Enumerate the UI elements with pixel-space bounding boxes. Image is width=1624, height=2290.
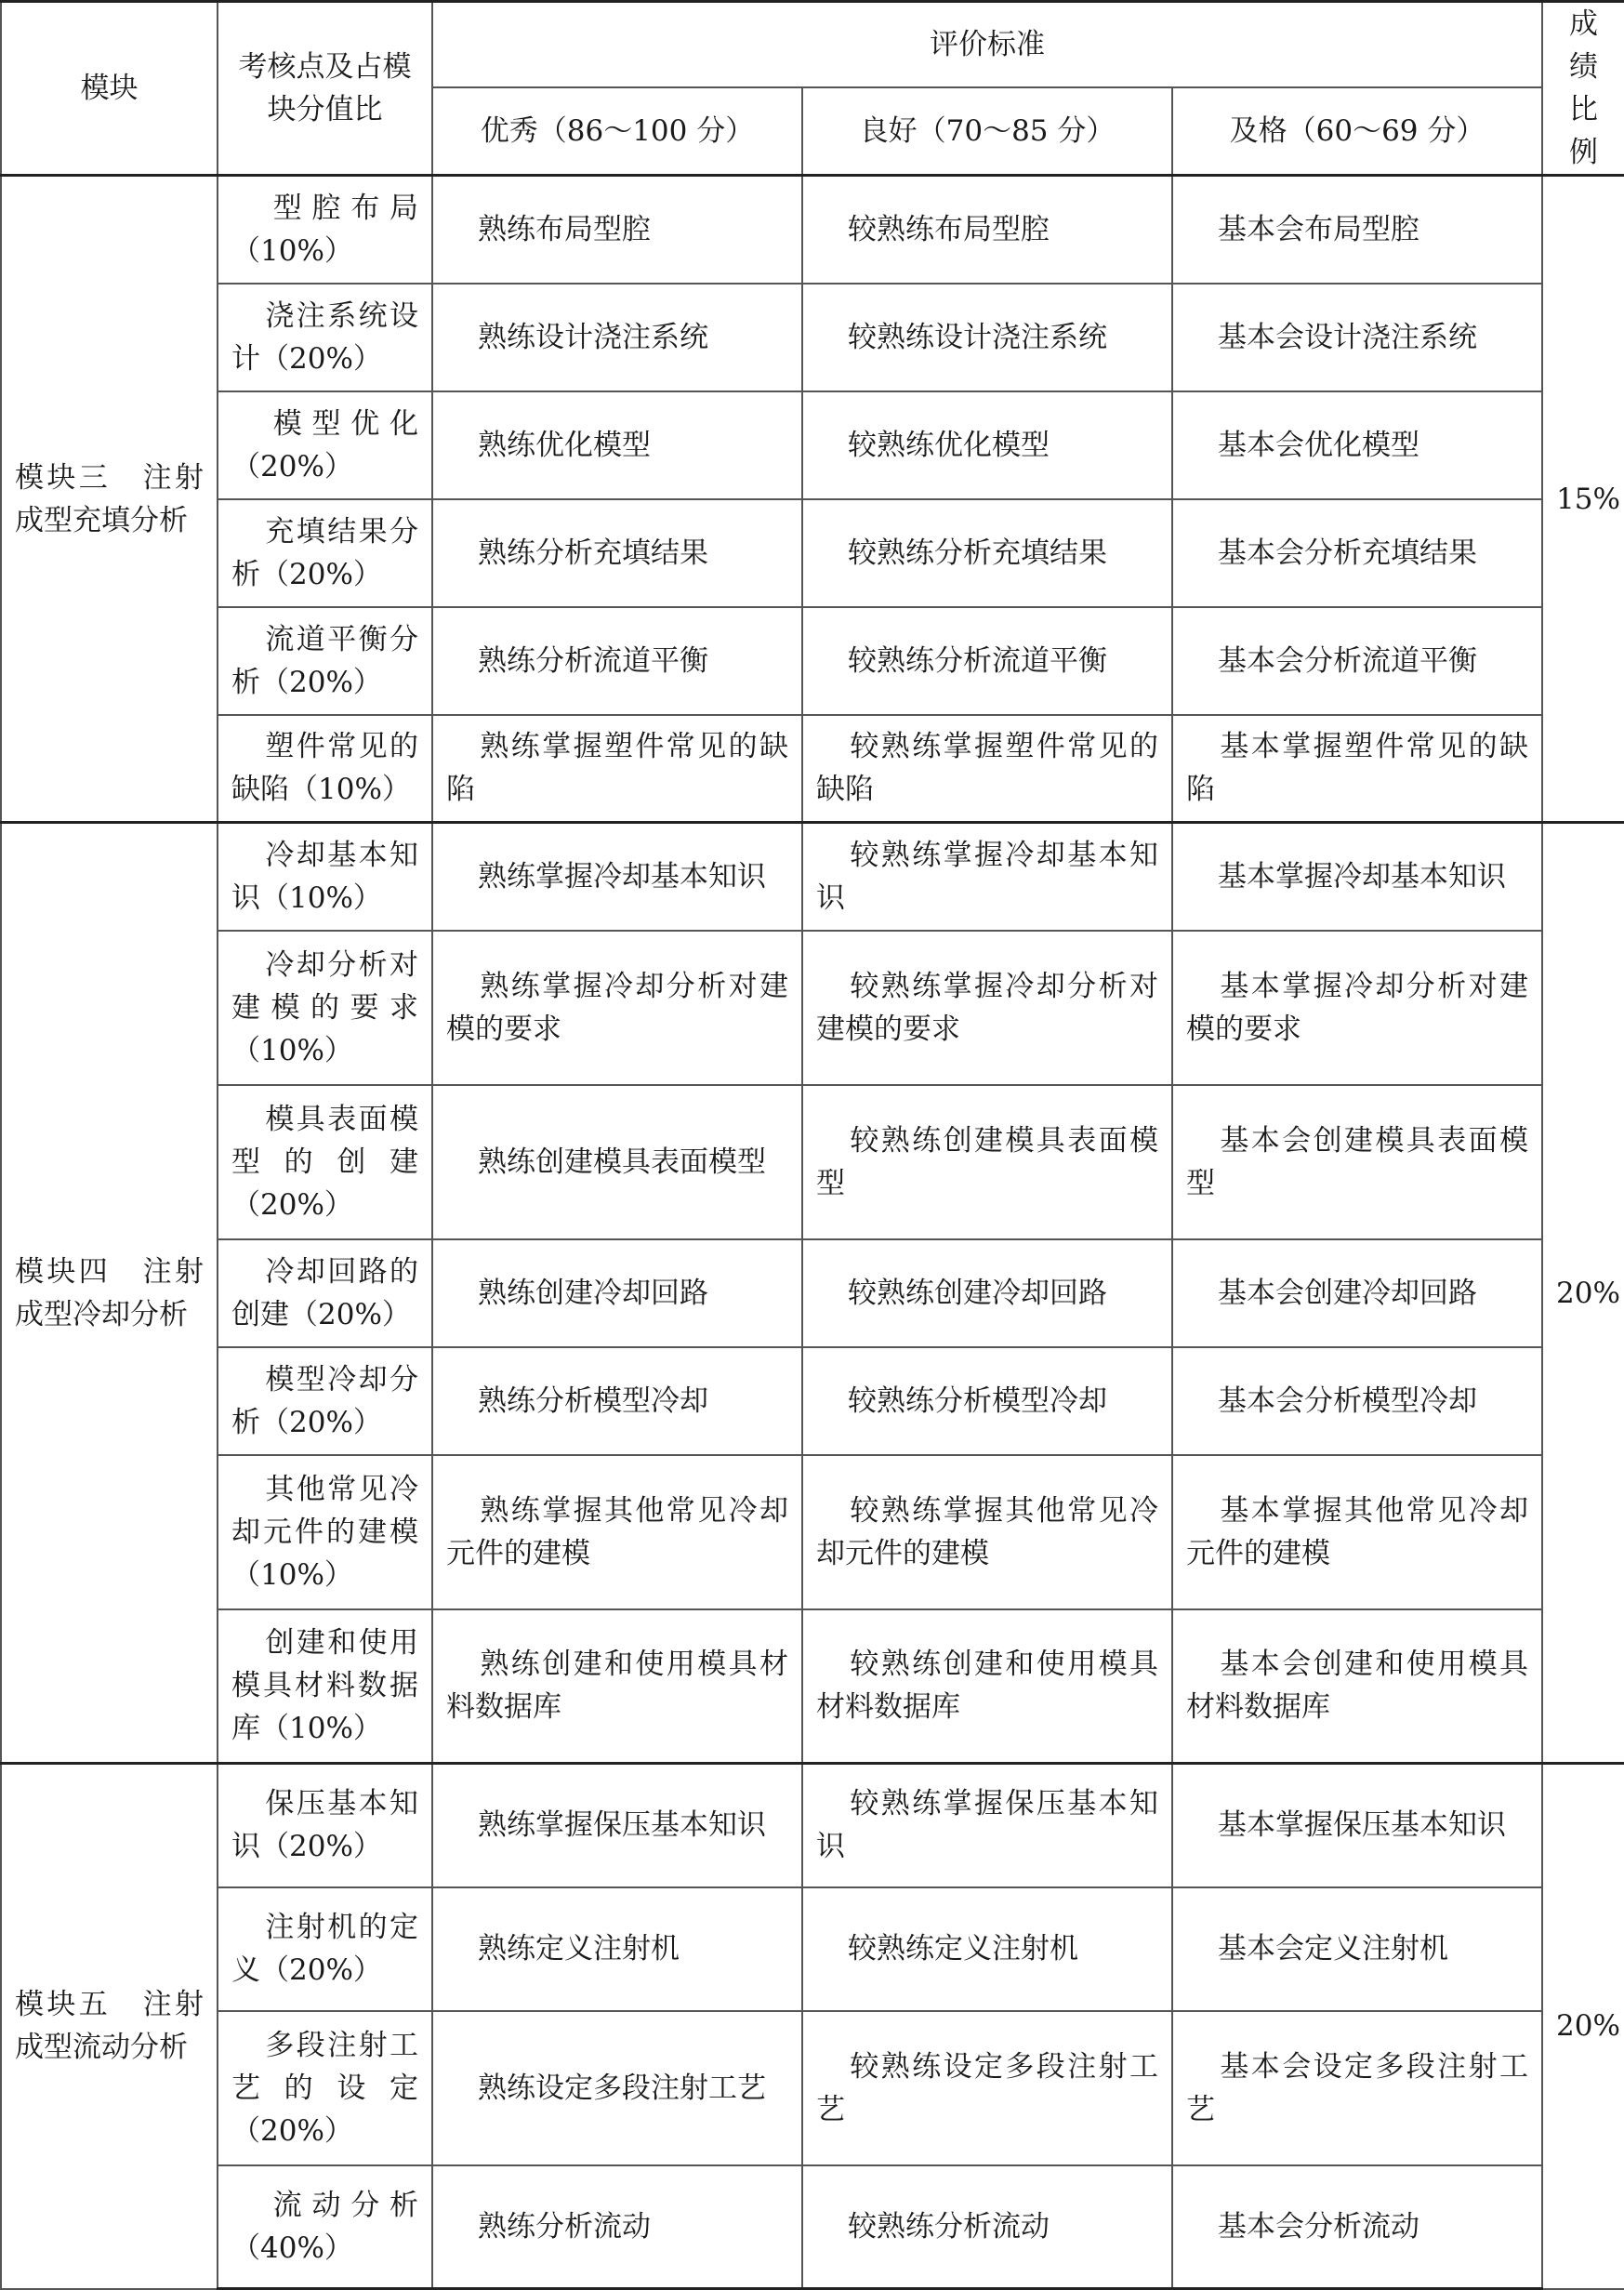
assessment-point: 冷却基本知识（10%） (218, 823, 432, 931)
assessment-point: 型腔布局（10%） (218, 176, 432, 284)
header-module: 模块 (1, 2, 218, 176)
assessment-point: 冷却回路的创建（20%） (218, 1239, 432, 1347)
table-row (1, 2011, 1624, 2165)
table-row (1, 1085, 1624, 1239)
assessment-point: 流动分析（40%） (218, 2165, 432, 2289)
criteria-pass: 基本掌握保压基本知识 (1172, 1764, 1542, 1887)
assessment-point: 流道平衡分析（20%） (218, 607, 432, 715)
header-ratio: 成绩比例 (1542, 2, 1624, 176)
assessment-point: 模型冷却分析（20%） (218, 1347, 432, 1455)
criteria-pass: 基本会布局型腔 (1172, 176, 1542, 284)
criteria-excellent: 熟练优化模型 (432, 391, 802, 499)
criteria-good: 较熟练掌握保压基本知识 (802, 1764, 1172, 1887)
table-row (1, 1887, 1624, 2011)
criteria-excellent: 熟练创建模具表面模型 (432, 1085, 802, 1239)
criteria-pass: 基本会定义注射机 (1172, 1887, 1542, 2011)
criteria-good: 较熟练优化模型 (802, 391, 1172, 499)
criteria-good: 较熟练分析模型冷却 (802, 1347, 1172, 1455)
assessment-point: 多段注射工艺的设定（20%） (218, 2011, 432, 2165)
assessment-point: 创建和使用模具材料数据库（10%） (218, 1609, 432, 1764)
criteria-good: 较熟练设计浇注系统 (802, 284, 1172, 391)
criteria-excellent: 熟练设计浇注系统 (432, 284, 802, 391)
criteria-pass: 基本会分析流道平衡 (1172, 607, 1542, 715)
table-row (1, 1455, 1624, 1609)
criteria-pass: 基本掌握冷却基本知识 (1172, 823, 1542, 931)
criteria-excellent: 熟练设定多段注射工艺 (432, 2011, 802, 2165)
criteria-pass: 基本会分析充填结果 (1172, 499, 1542, 607)
table-row (1, 391, 1624, 499)
criteria-excellent: 熟练掌握冷却分析对建模的要求 (432, 931, 802, 1085)
criteria-excellent: 熟练布局型腔 (432, 176, 802, 284)
criteria-pass: 基本掌握冷却分析对建模的要求 (1172, 931, 1542, 1085)
header-point: 考核点及占模块分值比 (218, 2, 432, 176)
criteria-good: 较熟练定义注射机 (802, 1887, 1172, 2011)
criteria-excellent: 熟练分析流道平衡 (432, 607, 802, 715)
table-row (1, 1609, 1624, 1764)
criteria-pass: 基本会创建和使用模具材料数据库 (1172, 1609, 1542, 1764)
table-row (1, 176, 1624, 284)
criteria-good: 较熟练掌握冷却分析对建模的要求 (802, 931, 1172, 1085)
criteria-good: 较熟练掌握其他常见冷却元件的建模 (802, 1455, 1172, 1609)
table-row (1, 715, 1624, 823)
score-ratio: 20% (1542, 1764, 1624, 2289)
score-ratio: 20% (1542, 823, 1624, 1764)
criteria-excellent: 熟练分析充填结果 (432, 499, 802, 607)
criteria-excellent: 熟练掌握保压基本知识 (432, 1764, 802, 1887)
criteria-excellent: 熟练掌握冷却基本知识 (432, 823, 802, 931)
table-row (1, 284, 1624, 391)
criteria-good: 较熟练分析流道平衡 (802, 607, 1172, 715)
module-name: 模块五 注射成型流动分析 (1, 1764, 218, 2289)
criteria-pass: 基本会分析模型冷却 (1172, 1347, 1542, 1455)
criteria-good: 较熟练掌握冷却基本知识 (802, 823, 1172, 931)
criteria-pass: 基本会创建冷却回路 (1172, 1239, 1542, 1347)
criteria-pass: 基本会设计浇注系统 (1172, 284, 1542, 391)
criteria-pass: 基本掌握其他常见冷却元件的建模 (1172, 1455, 1542, 1609)
criteria-good: 较熟练设定多段注射工艺 (802, 2011, 1172, 2165)
table-row (1, 607, 1624, 715)
criteria-good: 较熟练创建和使用模具材料数据库 (802, 1609, 1172, 1764)
criteria-excellent: 熟练分析流动 (432, 2165, 802, 2289)
assessment-point: 注射机的定义（20%） (218, 1887, 432, 2011)
criteria-excellent: 熟练分析模型冷却 (432, 1347, 802, 1455)
assessment-point: 保压基本知识（20%） (218, 1764, 432, 1887)
header-criteria: 评价标准 (432, 2, 1542, 87)
header-row-1 (1, 2, 1624, 87)
criteria-excellent: 熟练掌握塑件常见的缺陷 (432, 715, 802, 823)
criteria-good: 较熟练创建模具表面模型 (802, 1085, 1172, 1239)
assessment-point: 充填结果分析（20%） (218, 499, 432, 607)
header-good: 良好（70～85 分） (802, 87, 1172, 176)
header-excellent: 优秀（86～100 分） (432, 87, 802, 176)
criteria-pass: 基本会创建模具表面模型 (1172, 1085, 1542, 1239)
criteria-good: 较熟练创建冷却回路 (802, 1239, 1172, 1347)
assessment-table-body (1, 2, 1624, 2289)
criteria-pass: 基本会分析流动 (1172, 2165, 1542, 2289)
module-name: 模块四 注射成型冷却分析 (1, 823, 218, 1764)
assessment-point: 塑件常见的缺陷（10%） (218, 715, 432, 823)
table-row (1, 1764, 1624, 1887)
table-row (1, 1239, 1624, 1347)
criteria-pass: 基本会优化模型 (1172, 391, 1542, 499)
module-name: 模块三 注射成型充填分析 (1, 176, 218, 823)
table-row (1, 823, 1624, 931)
criteria-excellent: 熟练创建冷却回路 (432, 1239, 802, 1347)
criteria-good: 较熟练布局型腔 (802, 176, 1172, 284)
assessment-point: 模型优化（20%） (218, 391, 432, 499)
criteria-excellent: 熟练掌握其他常见冷却元件的建模 (432, 1455, 802, 1609)
table-row (1, 2165, 1624, 2289)
criteria-excellent: 熟练定义注射机 (432, 1887, 802, 2011)
assessment-point: 冷却分析对建模的要求（10%） (218, 931, 432, 1085)
score-ratio: 15% (1542, 176, 1624, 823)
criteria-good: 较熟练分析流动 (802, 2165, 1172, 2289)
criteria-pass: 基本掌握塑件常见的缺陷 (1172, 715, 1542, 823)
criteria-pass: 基本会设定多段注射工艺 (1172, 2011, 1542, 2165)
header-pass: 及格（60～69 分） (1172, 87, 1542, 176)
criteria-good: 较熟练掌握塑件常见的缺陷 (802, 715, 1172, 823)
table-row (1, 1347, 1624, 1455)
table-row (1, 931, 1624, 1085)
criteria-good: 较熟练分析充填结果 (802, 499, 1172, 607)
assessment-point: 浇注系统设计（20%） (218, 284, 432, 391)
assessment-point: 其他常见冷却元件的建模（10%） (218, 1455, 432, 1609)
criteria-excellent: 熟练创建和使用模具材料数据库 (432, 1609, 802, 1764)
assessment-point: 模具表面模型的创建（20%） (218, 1085, 432, 1239)
table-row (1, 499, 1624, 607)
